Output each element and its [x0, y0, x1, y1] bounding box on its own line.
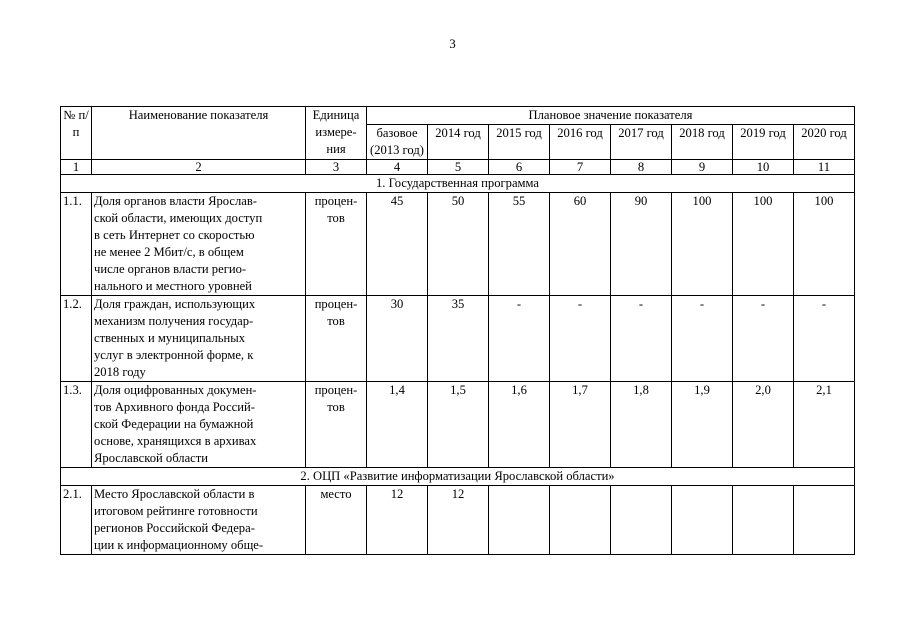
row-unit: [306, 486, 367, 555]
column-number-row: [61, 160, 855, 175]
value-cell: 100: [733, 193, 794, 296]
value-cell: 1,9: [672, 382, 733, 468]
column-number: 7: [550, 160, 611, 175]
value-cell: [672, 486, 733, 555]
column-number: 6: [489, 160, 550, 175]
value-cell: -: [672, 296, 733, 382]
value-cell: 50: [428, 193, 489, 296]
row-name-line: Ярославской области: [94, 451, 208, 465]
header-row: [61, 107, 855, 125]
row-unit-line: тов: [327, 400, 345, 414]
value-cell: 12: [367, 486, 428, 555]
value-cell: 1,7: [550, 382, 611, 468]
table-row: [61, 296, 855, 382]
header-year: 2016 год: [550, 125, 611, 160]
row-name-line: Доля оцифрованных докумен-: [94, 383, 257, 397]
row-name: [92, 382, 306, 468]
row-name-line: нального и местного уровней: [94, 279, 252, 293]
value-cell: [550, 486, 611, 555]
header-name: Наименование показателя: [92, 107, 306, 160]
column-number: 11: [794, 160, 855, 175]
value-cell: -: [733, 296, 794, 382]
value-cell: [794, 486, 855, 555]
column-number: 5: [428, 160, 489, 175]
row-name: [92, 486, 306, 555]
section-row: [61, 175, 855, 193]
section-title: 2. ОЦП «Развитие информатизации Ярославской области»: [61, 468, 855, 486]
value-cell: [611, 486, 672, 555]
page-number: 3: [449, 36, 456, 51]
value-cell: 100: [794, 193, 855, 296]
row-unit-line: тов: [327, 314, 345, 328]
value-cell: 1,5: [428, 382, 489, 468]
section-row: [61, 468, 855, 486]
row-name-line: Доля органов власти Ярослав-: [94, 194, 257, 208]
value-cell: [733, 486, 794, 555]
row-name-line: основе, хранящихся в архивах: [94, 434, 257, 448]
row-num: 1.3.: [61, 382, 92, 468]
column-number: 3: [306, 160, 367, 175]
table-row: [61, 193, 855, 296]
row-unit-line: процен-: [314, 194, 358, 208]
value-cell: 2,0: [733, 382, 794, 468]
row-unit-line: тов: [327, 211, 345, 225]
row-unit-line: место: [320, 487, 352, 501]
row-name-line: Место Ярославской области в: [94, 487, 255, 501]
header-year: базовое (2013 год): [367, 125, 428, 160]
row-num: 1.1.: [61, 193, 92, 296]
column-number: 4: [367, 160, 428, 175]
header-year: 2017 год: [611, 125, 672, 160]
row-name-line: в сеть Интернет со скоростью: [94, 228, 255, 242]
value-cell: 2,1: [794, 382, 855, 468]
header-year: 2014 год: [428, 125, 489, 160]
column-number: 8: [611, 160, 672, 175]
row-unit: [306, 382, 367, 468]
header-year: 2019 год: [733, 125, 794, 160]
value-cell: 60: [550, 193, 611, 296]
row-name-line: ской Федерации на бумажной: [94, 417, 254, 431]
column-number: 9: [672, 160, 733, 175]
value-cell: 35: [428, 296, 489, 382]
header-num: № п/п: [61, 107, 92, 160]
value-cell: 45: [367, 193, 428, 296]
indicators-table: [60, 106, 855, 555]
row-num: 1.2.: [61, 296, 92, 382]
row-name-line: ской области, имеющих доступ: [94, 211, 263, 225]
row-name-line: регионов Российской Федера-: [94, 521, 255, 535]
value-cell: 1,8: [611, 382, 672, 468]
value-cell: -: [550, 296, 611, 382]
row-name-line: не менее 2 Мбит/с, в общем: [94, 245, 244, 259]
value-cell: 100: [672, 193, 733, 296]
value-cell: 55: [489, 193, 550, 296]
header-year: 2018 год: [672, 125, 733, 160]
row-name-line: Доля граждан, использующих: [94, 297, 256, 311]
header-unit: Единица измере-ния: [306, 107, 367, 160]
row-unit-line: процен-: [314, 297, 358, 311]
column-number: 10: [733, 160, 794, 175]
table-row: [61, 486, 855, 555]
row-name: [92, 193, 306, 296]
row-num: 2.1.: [61, 486, 92, 555]
value-cell: -: [794, 296, 855, 382]
value-cell: -: [611, 296, 672, 382]
section-title: 1. Государственная программа: [61, 175, 855, 193]
row-name-line: ции к информационному обще-: [94, 538, 264, 552]
header-year: 2020 год: [794, 125, 855, 160]
header-plan: Плановое значение показателя: [367, 107, 855, 125]
row-name: [92, 296, 306, 382]
value-cell: -: [489, 296, 550, 382]
row-name-line: числе органов власти регио-: [94, 262, 247, 276]
value-cell: 30: [367, 296, 428, 382]
row-name-line: тов Архивного фонда Россий-: [94, 400, 255, 414]
value-cell: 12: [428, 486, 489, 555]
value-cell: 90: [611, 193, 672, 296]
row-name-line: ственных и муниципальных: [94, 331, 246, 345]
row-name-line: 2018 году: [94, 365, 146, 379]
row-unit: [306, 296, 367, 382]
value-cell: [489, 486, 550, 555]
column-number: 2: [92, 160, 306, 175]
row-unit-line: процен-: [314, 383, 358, 397]
header-year: 2015 год: [489, 125, 550, 160]
row-name-line: услуг в электронной форме, к: [94, 348, 254, 362]
table-row: [61, 382, 855, 468]
row-name-line: итоговом рейтинге готовности: [94, 504, 258, 518]
column-number: 1: [61, 160, 92, 175]
row-unit: [306, 193, 367, 296]
value-cell: 1,4: [367, 382, 428, 468]
value-cell: 1,6: [489, 382, 550, 468]
row-name-line: механизм получения государ-: [94, 314, 254, 328]
